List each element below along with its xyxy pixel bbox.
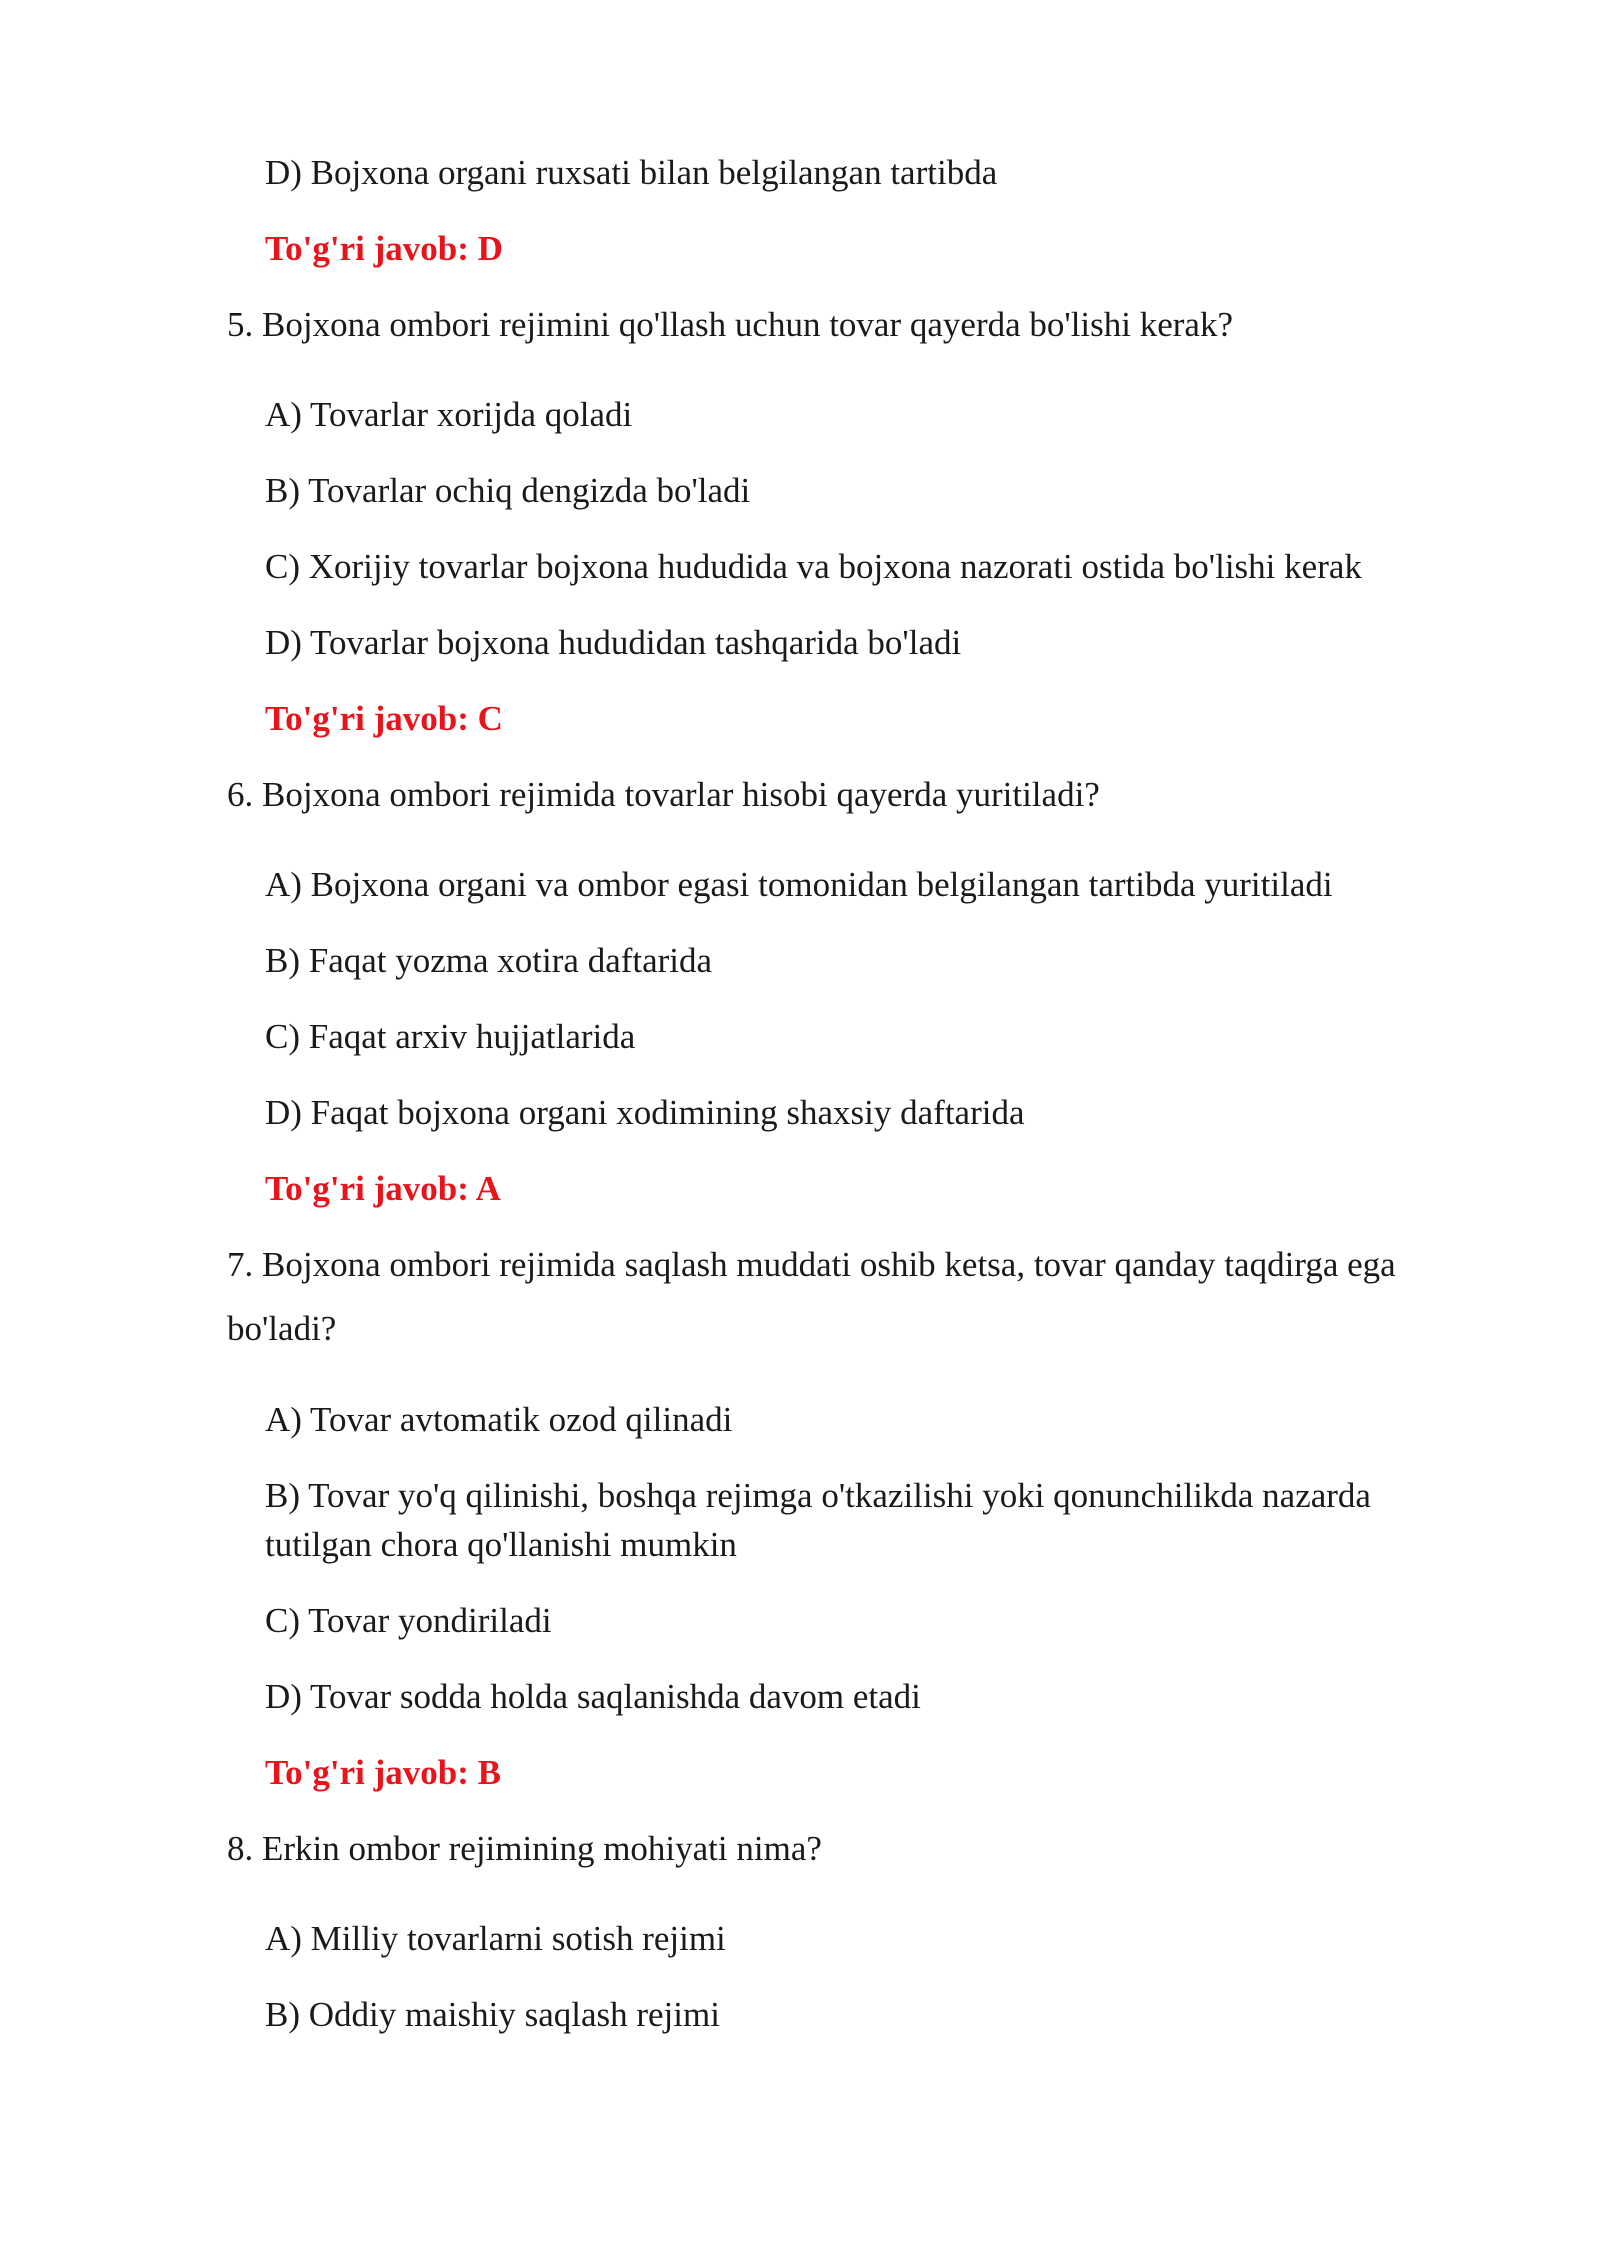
q5-option-a: A) Tovarlar xorijda qoladi bbox=[265, 395, 633, 434]
question-8: 8. Erkin ombor rejimining mohiyati nima? bbox=[227, 1829, 822, 1868]
q7-option-a: A) Tovar avtomatik ozod qilinadi bbox=[265, 1400, 733, 1439]
q5-option-c: C) Xorijiy tovarlar bojxona hududida va bojxona nazorati ostida bo'lishi kerak bbox=[265, 547, 1362, 586]
q6-option-d: D) Faqat bojxona organi xodimining shaxsiy daftarida bbox=[265, 1093, 1025, 1132]
question-7-continued: bo'ladi? bbox=[227, 1309, 337, 1348]
q5-option-b: B) Tovarlar ochiq dengizda bo'ladi bbox=[265, 471, 751, 510]
q7-option-c: C) Tovar yondiriladi bbox=[265, 1601, 552, 1640]
q4-option-d: D) Bojxona organi ruxsati bilan belgilangan tartibda bbox=[265, 153, 998, 192]
q6-correct-answer: To'g'ri javob: A bbox=[265, 1169, 501, 1208]
q7-option-b-continued: tutilgan chora qo'llanishi mumkin bbox=[265, 1525, 737, 1564]
q5-option-d: D) Tovarlar bojxona hududidan tashqarida bo'ladi bbox=[265, 623, 962, 662]
q7-option-d: D) Tovar sodda holda saqlanishda davom etadi bbox=[265, 1677, 921, 1716]
q6-option-a: A) Bojxona organi va ombor egasi tomonidan belgilangan tartibda yuritiladi bbox=[265, 865, 1333, 904]
question-6: 6. Bojxona ombori rejimida tovarlar hisobi qayerda yuritiladi? bbox=[227, 775, 1100, 814]
q4-correct-answer: To'g'ri javob: D bbox=[265, 229, 503, 268]
question-7: 7. Bojxona ombori rejimida saqlash muddati oshib ketsa, tovar qanday taqdirga ega bbox=[227, 1245, 1396, 1284]
q7-option-b: B) Tovar yo'q qilinishi, boshqa rejimga o'tkazilishi yoki qonunchilikda nazarda bbox=[265, 1476, 1371, 1515]
question-5: 5. Bojxona ombori rejimini qo'llash uchun tovar qayerda bo'lishi kerak? bbox=[227, 305, 1233, 344]
q5-correct-answer: To'g'ri javob: C bbox=[265, 699, 503, 738]
q6-option-c: C) Faqat arxiv hujjatlarida bbox=[265, 1017, 636, 1056]
q8-option-b: B) Oddiy maishiy saqlash rejimi bbox=[265, 1995, 720, 2034]
q8-option-a: A) Milliy tovarlarni sotish rejimi bbox=[265, 1919, 726, 1958]
q6-option-b: B) Faqat yozma xotira daftarida bbox=[265, 941, 713, 980]
q7-correct-answer: To'g'ri javob: B bbox=[265, 1753, 501, 1792]
